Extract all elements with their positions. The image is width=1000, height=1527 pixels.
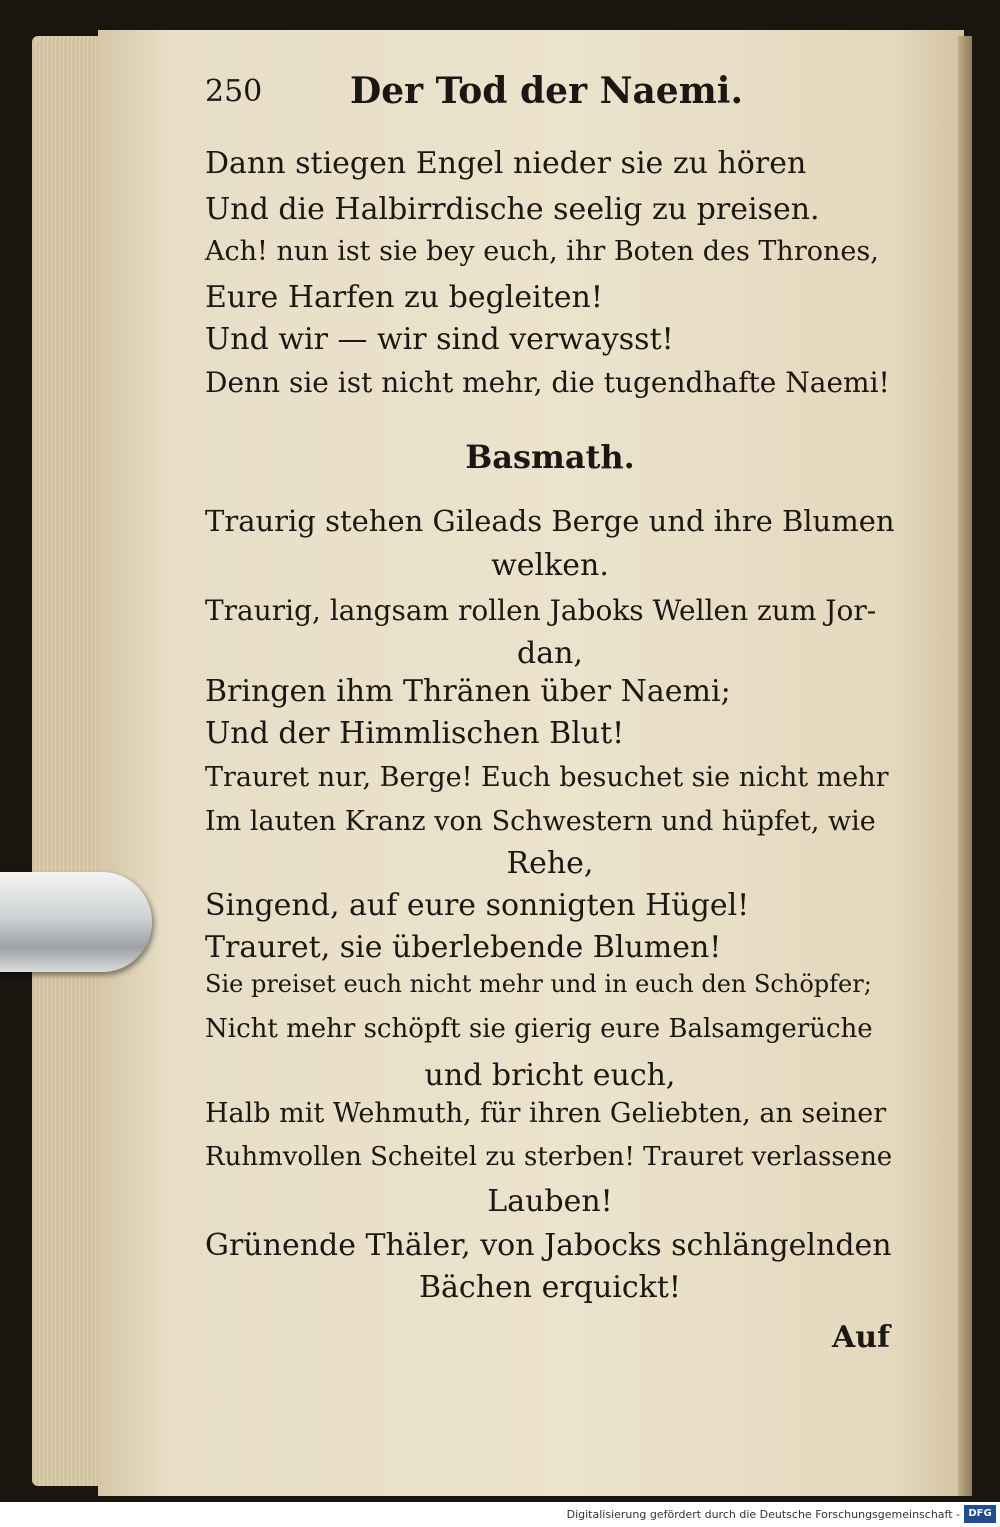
verse-line: Und der Himmlischen Blut!	[205, 716, 625, 751]
verse-line: Traurig, langsam rollen Jaboks Wellen zum Jor-	[205, 594, 877, 627]
verse-line: Eure Harfen zu begleiten!	[205, 280, 603, 315]
book-gutter	[958, 36, 972, 1496]
verse-line-continuation: Lauben!	[487, 1184, 613, 1219]
verse-line: Singend, auf eure sonnigten Hügel!	[205, 888, 750, 923]
catchword: Auf	[832, 1320, 890, 1355]
page-clip	[0, 872, 152, 972]
verse-line: Grünende Thäler, von Jabocks schlängelnden	[205, 1228, 892, 1263]
dfg-logo: DFG	[964, 1505, 996, 1523]
verse-line-continuation: dan,	[517, 636, 583, 671]
verse-line: Traurig stehen Gileads Berge und ihre Blumen	[205, 504, 895, 538]
section-heading: Basmath.	[465, 438, 635, 476]
verse-line-continuation: Bächen erquickt!	[419, 1270, 681, 1305]
page-number: 250	[205, 74, 263, 109]
verse-line-continuation: Rehe,	[506, 846, 594, 881]
verse-line: Im lauten Kranz von Schwestern und hüpfet, wie	[205, 806, 876, 837]
verse-line: Trauret nur, Berge! Euch besuchet sie nicht mehr	[205, 762, 889, 793]
verse-line: Bringen ihm Thränen über Naemi;	[205, 674, 731, 709]
verse-line: Und die Halbirrdische seelig zu preisen.	[205, 192, 820, 227]
funding-credit: Digitalisierung gefördert durch die Deutsche Forschungsgemeinschaft -	[566, 1508, 960, 1521]
verse-line: Ruhmvollen Scheitel zu sterben! Trauret verlassene	[205, 1142, 893, 1172]
footer-bar	[0, 1502, 1000, 1527]
verse-line: Ach! nun ist sie bey euch, ihr Boten des Thrones,	[205, 236, 879, 267]
verse-line: Denn sie ist nicht mehr, die tugendhafte Naemi!	[205, 366, 890, 399]
running-head: Der Tod der Naemi.	[350, 70, 744, 112]
verse-line: Trauret, sie überlebende Blumen!	[205, 930, 722, 965]
verse-line: Dann stiegen Engel nieder sie zu hören	[205, 146, 807, 181]
verse-line-continuation: welken.	[491, 548, 609, 583]
verse-line: Halb mit Wehmuth, für ihren Geliebten, an seiner	[205, 1098, 887, 1129]
verse-line-continuation: und bricht euch,	[424, 1058, 676, 1093]
verse-line: Sie preiset euch nicht mehr und in euch den Schöpfer;	[205, 970, 872, 998]
verse-line: Und wir — wir sind verwaysst!	[205, 322, 674, 357]
verse-line: Nicht mehr schöpft sie gierig eure Balsamgerüche	[205, 1014, 873, 1044]
